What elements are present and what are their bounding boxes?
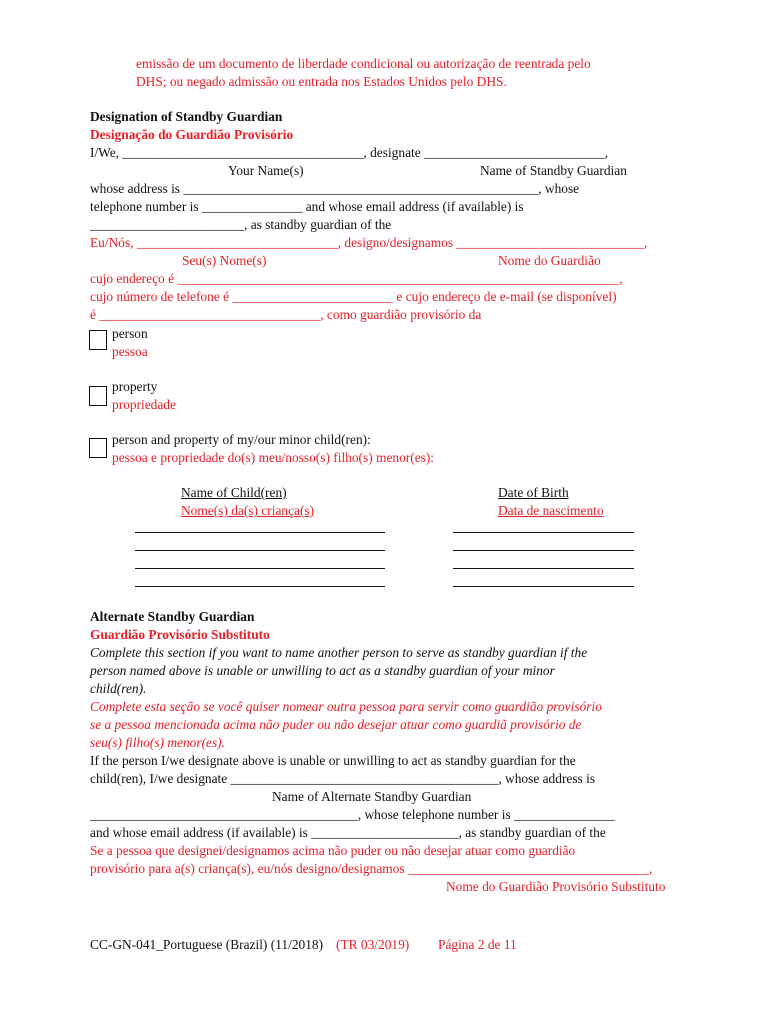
alternate-text-en-1: If the person I/we designate above is unable or unwilling to act as standby guardian for the [90, 753, 576, 768]
alternate-heading-pt: Guardião Provisório Substituto [90, 627, 270, 642]
standby-como-line[interactable]: é _________________________________, como guardião provisório da [90, 307, 482, 322]
standby-eunos-line[interactable]: Eu/Nós, ______________________________, designo/designamos ____________________________, [90, 235, 648, 250]
caption-seus-nomes: Seu(s) Nome(s) [182, 253, 267, 268]
continued-text-line-1: emissão de um documento de liberdade condicional ou autorização de reentrada pelo [136, 56, 591, 71]
child-dob-field-3[interactable] [453, 568, 634, 569]
caption-nome-substituto: Nome do Guardião Provisório Substituto [446, 879, 666, 894]
alternate-instructions-pt-1: Complete esta seção se você quiser nomear outra pessoa para servir como guardião provisório [90, 699, 602, 714]
alternate-email-line[interactable]: and whose email address (if available) is ______________________, as standby guardian of the [90, 825, 606, 840]
option-person-en: person [112, 326, 148, 341]
continued-text-line-2: DHS; ou negado admissão ou entrada nos Estados Unidos pelo DHS. [136, 74, 507, 89]
col-date-of-birth-en: Date of Birth [498, 485, 569, 500]
caption-your-names: Your Name(s) [228, 163, 304, 178]
alternate-text-pt-1: Se a pessoa que designei/designamos acima não puder ou não desejar atuar como guardião [90, 843, 576, 858]
child-dob-field-2[interactable] [453, 550, 634, 551]
standby-endereco-line[interactable]: cujo endereço é __________________________________________________________________, [90, 271, 623, 286]
standby-heading-en: Designation of Standby Guardian [90, 109, 283, 124]
option-both-pt: pessoa e propriedade do(s) meu/nosso(s) filho(s) menor(es): [112, 450, 435, 465]
child-dob-field-1[interactable] [453, 532, 634, 533]
checkbox-person[interactable] [89, 330, 107, 350]
caption-nome-guardiao: Nome do Guardião [498, 253, 601, 268]
alternate-address-phone-line[interactable]: ________________________________________, whose telephone number is _______________ [90, 807, 615, 822]
child-name-field-2[interactable] [135, 550, 385, 551]
col-name-of-children-pt: Nome(s) da(s) criança(s) [181, 503, 315, 518]
footer-page-number: Página 2 de 11 [438, 937, 517, 952]
option-both-en: person and property of my/our minor child(ren): [112, 432, 371, 447]
child-name-field-4[interactable] [135, 586, 385, 587]
alternate-instructions-en-1: Complete this section if you want to name another person to serve as standby guardian if the [90, 645, 588, 660]
child-name-field-1[interactable] [135, 532, 385, 533]
alternate-designate-line[interactable]: child(ren), I/we designate ________________________________________, whose address is [90, 771, 596, 786]
checkbox-property[interactable] [89, 386, 107, 406]
footer-form-code: CC-GN-041_Portuguese (Brazil) (11/2018) [90, 937, 324, 952]
standby-heading-pt: Designação do Guardião Provisório [90, 127, 294, 142]
alternate-instructions-pt-3: seu(s) filho(s) menor(es). [90, 735, 225, 750]
standby-iwe-line[interactable]: I/We, ____________________________________, designate ___________________________, [90, 145, 609, 160]
standby-email-line[interactable]: _______________________, as standby guardian of the [90, 217, 392, 232]
child-name-field-3[interactable] [135, 568, 385, 569]
col-name-of-children-en: Name of Child(ren) [181, 485, 287, 500]
alternate-instructions-en-3: child(ren). [90, 681, 147, 696]
standby-address-line[interactable]: whose address is _____________________________________________________, whose [90, 181, 580, 196]
option-property-en: property [112, 379, 158, 394]
alternate-designo-line[interactable]: provisório para a(s) criança(s), eu/nós designo/designamos ____________________________________, [90, 861, 653, 876]
alternate-instructions-en-2: person named above is unable or unwilling to act as a standby guardian of your minor [90, 663, 555, 678]
option-property-pt: propriedade [112, 397, 176, 412]
footer-tr-code: (TR 03/2019) [336, 937, 410, 952]
col-date-of-birth-pt: Data de nascimento [498, 503, 604, 518]
child-dob-field-4[interactable] [453, 586, 634, 587]
caption-standby-guardian: Name of Standby Guardian [480, 163, 627, 178]
caption-alternate-guardian: Name of Alternate Standby Guardian [272, 789, 472, 804]
standby-phone-line[interactable]: telephone number is _______________ and whose email address (if available) is [90, 199, 524, 214]
standby-telefone-line[interactable]: cujo número de telefone é ________________________ e cujo endereço de e-mail (se disponível) [90, 289, 617, 304]
checkbox-person-and-property[interactable] [89, 438, 107, 458]
alternate-instructions-pt-2: se a pessoa mencionada acima não puder ou não desejar atuar como guardiã provisório de [90, 717, 582, 732]
alternate-heading-en: Alternate Standby Guardian [90, 609, 255, 624]
option-person-pt: pessoa [112, 344, 148, 359]
